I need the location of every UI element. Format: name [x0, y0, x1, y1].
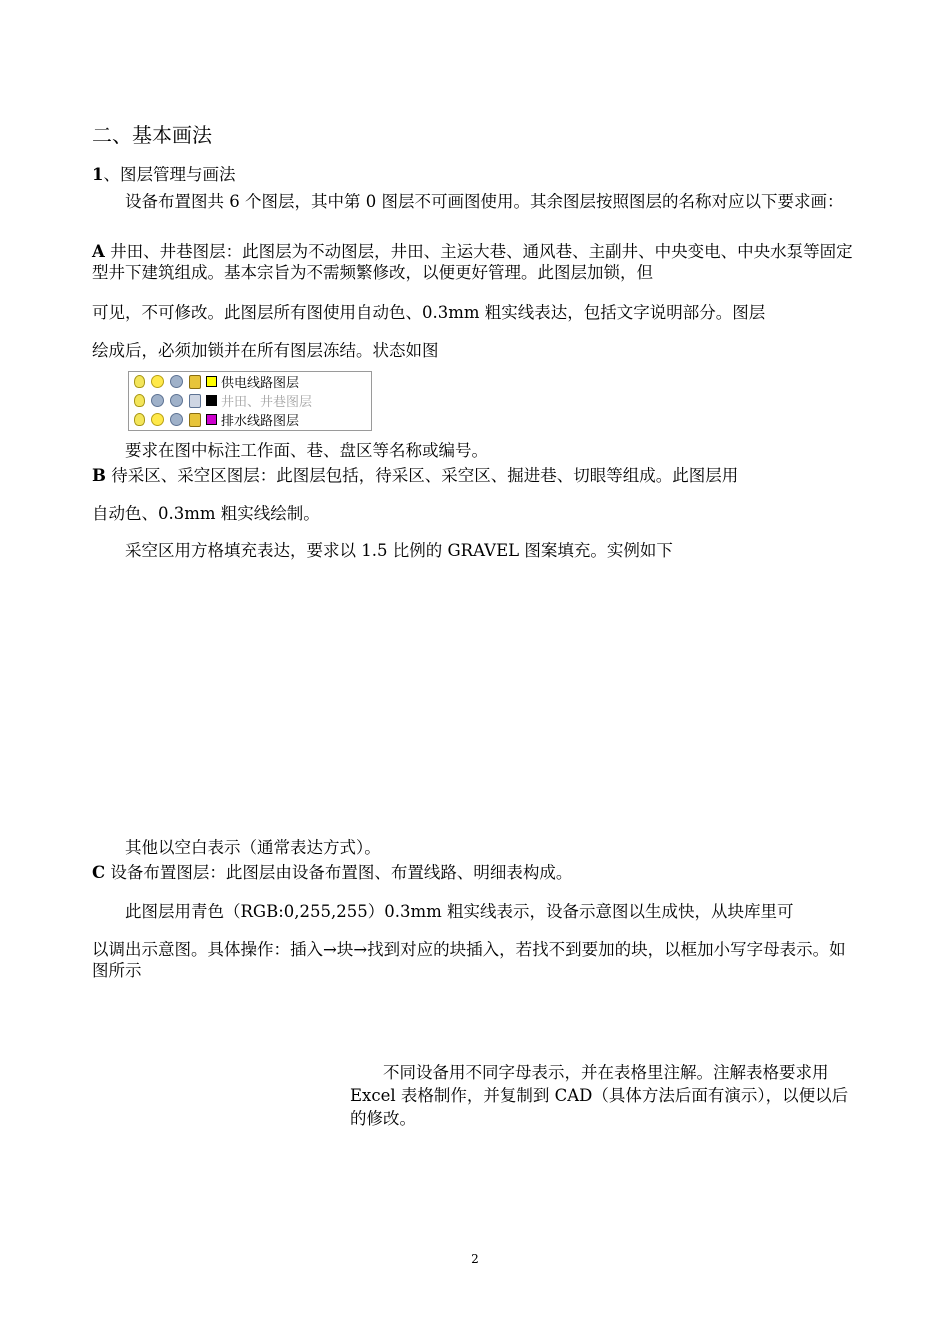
- section-c-text-1: 设备布置图层：此图层由设备布置图、布置线路、明细表构成。: [110, 863, 573, 882]
- section-b-lead: B: [92, 466, 106, 485]
- section-a-text-1: 井田、井巷图层：此图层为不动图层，井田、主运大巷、通风巷、主副井、中央变电、中央水泵等固定型井下建筑组成。基本宗旨为不需频繁修改，以便更好管理。此图层加锁，但: [92, 242, 853, 282]
- visibility-bulb-icon: [134, 413, 145, 426]
- unlock-icon: [189, 413, 201, 427]
- section-b-paragraph: [92, 465, 862, 486]
- section-a-text-2: 可见，不可修改。此图层所有图使用自动色、0.3mm 粗实线表达，包括文字说明部分。图层: [92, 303, 766, 322]
- unlock-icon: [189, 375, 201, 389]
- section-c-lead: C: [92, 863, 106, 882]
- section-c-text-3: 以调出示意图。具体操作：插入→块→找到对应的块插入，若找不到要加的块，以框加小写字母表示。如图所示: [92, 940, 846, 980]
- section-a-note: 要求在图中标注工作面、巷、盘区等名称或编号。: [125, 441, 488, 460]
- section-b-text-1: 待采区、采空区图层：此图层包括，待采区、采空区、掘进巷、切眼等组成。此图层用: [111, 466, 739, 485]
- viewport-freeze-icon: [170, 413, 183, 426]
- section-c-paragraph: [92, 862, 862, 883]
- section-title: 二、基本画法: [92, 123, 212, 147]
- section-a-lead: A: [92, 242, 105, 261]
- viewport-freeze-icon: [170, 375, 183, 388]
- layer-name: 井田、井巷图层: [221, 395, 313, 410]
- section-c-text-4: 不同设备用不同字母表示，并在表格里注解。注解表格要求用 Excel 表格制作，并复制到 CAD（具体方法后面有演示），以便以后的修改。: [350, 1063, 849, 1128]
- layer-row-power[interactable]: [129, 372, 299, 391]
- page-number: 2: [471, 1252, 479, 1266]
- section-b-text-4: 其他以空白表示（通常表达方式）。: [125, 838, 381, 857]
- thaw-sun-icon: [151, 375, 164, 388]
- section-c-text-2: 此图层用青色（RGB:0,255,255）0.3mm 粗实线表示，设备示意图以生成快，从块库里可: [125, 902, 794, 921]
- subsection-number: 1: [92, 165, 104, 184]
- section-a-text-3: 绘成后，必须加锁并在所有图层冻结。状态如图: [92, 341, 439, 360]
- visibility-bulb-icon: [134, 394, 145, 407]
- layer-row-drain[interactable]: [129, 410, 299, 429]
- layer-row-mine[interactable]: [129, 391, 312, 410]
- subsection-heading: [92, 164, 862, 185]
- intro-paragraph: 设备布置图共 6 个图层，其中第 0 图层不可画图使用。其余图层按照图层的名称对应以下要求画：: [125, 192, 844, 211]
- viewport-freeze-icon: [170, 394, 183, 407]
- layer-name: 供电线路图层: [221, 376, 300, 391]
- lock-icon: [189, 394, 201, 408]
- section-b-text-2: 自动色、0.3mm 粗实线绘制。: [92, 504, 320, 523]
- section-b-text-3: 采空区用方格填充表达，要求以 1.5 比例的 GRAVEL 图案填充。实例如下: [125, 541, 673, 560]
- visibility-bulb-icon: [134, 375, 145, 388]
- subsection-title: 、图层管理与画法: [103, 165, 236, 184]
- freeze-snowflake-icon: [151, 394, 164, 407]
- color-swatch: [206, 376, 217, 387]
- layer-name: 排水线路图层: [221, 414, 300, 429]
- thaw-sun-icon: [151, 413, 164, 426]
- color-swatch: [206, 414, 217, 425]
- section-a-paragraph: [92, 241, 862, 283]
- color-swatch: [206, 395, 217, 406]
- layer-state-panel: [128, 371, 372, 431]
